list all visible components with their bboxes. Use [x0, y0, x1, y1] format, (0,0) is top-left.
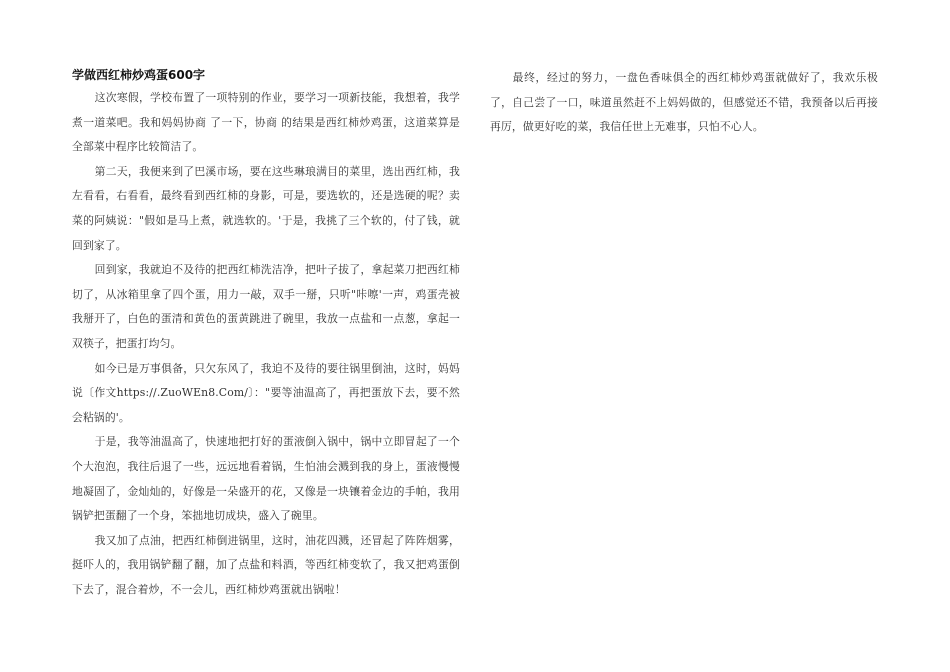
paragraph-3: 回到家，我就迫不及待的把西红柿洗洁净，把叶子拔了，拿起菜刀把西红柿切了，从冰箱里拿了四个蛋，用力一敲，双手一掰，只听"咔嚓'一声，鸡蛋壳被我掰开了，白色的蛋清和黄色的蛋黄跳进了碗里，我放一点盐和一点葱，拿起一双筷子，把蛋打均匀。: [72, 263, 460, 350]
paragraph-5: 于是，我等油温高了，快速地把打好的蛋液倒入锅中，锅中立即冒起了一个个大泡泡，我往后退了一些，远远地看着锅，生怕油会溅到我的身上，蛋液慢慢地凝固了，金灿灿的，好像是一朵盛开的花，又像是一块镶着金边的手帕，我用锅铲把蛋翻了一个身，笨拙地切成块，盛入了碗里。: [72, 435, 460, 523]
article-title: 学做西红柿炒鸡蛋600字: [72, 68, 206, 82]
paragraph-2: 第二天，我便来到了巴溪市场，要在这些琳琅满目的菜里，选出西红柿，我左看看，右看看，最终看到西红柿的身影，可是，要选软的，还是选硬的呢？卖菜的阿姨说："假如是马上煮，就选软的。'于是，我挑了三个软的，付了钱，就回到家了。: [72, 164, 460, 252]
paragraph-4: 如今已是万事俱备，只欠东风了，我迫不及待的要往锅里倒油，这时，妈妈说〔作文https://.ZuoWEn8.Com/〕："要等油温高了，再把蛋放下去，要不然会粘锅的'。: [72, 361, 460, 424]
paragraph-1: 这次寒假，学校布置了一项特别的作业，要学习一项新技能，我想着，我学煮一道菜吧。我和妈妈协商 了一下，协商 的结果是西红柿炒鸡蛋，这道菜算是全部菜中程序比较简洁了。: [72, 91, 460, 154]
paragraph-6: 我又加了点油，把西红柿倒进锅里，这时，油花四溅，还冒起了阵阵烟雾，挺吓人的，我用锅铲翻了翻，加了点盐和料酒，等西红柿变软了，我又把鸡蛋倒下去了，混合着炒，不一会儿，西红柿炒鸡蛋就出锅啦！: [72, 533, 460, 596]
right-column: [490, 66, 878, 140]
left-column: [72, 66, 460, 602]
paragraph-7: 最终，经过的努力，一盘色香味俱全的西红柿炒鸡蛋就做好了，我欢乐极了，自己尝了一口，味道虽然赶不上妈妈做的，但感觉还不错，我预备以后再接再厉，做更好吃的菜，我信任世上无难事，只怕不心人。: [490, 71, 878, 134]
